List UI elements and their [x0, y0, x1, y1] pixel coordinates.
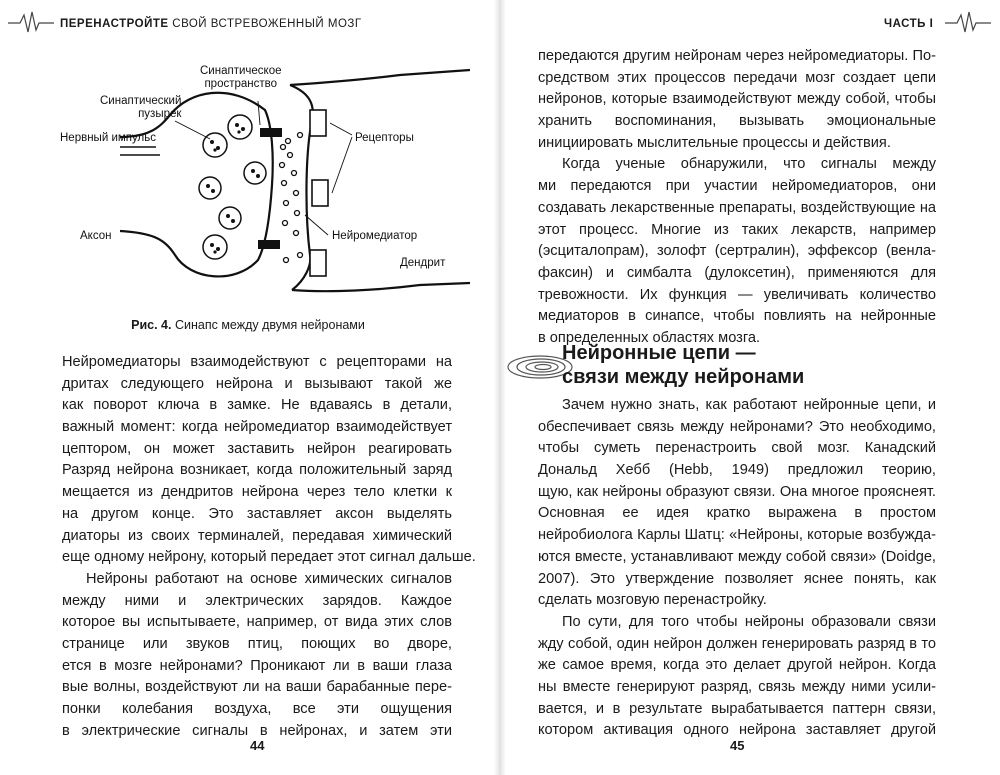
- text-line: Когда ученые обнаружили, что сигналы между: [562, 156, 936, 173]
- text-line: передаются другим нейронам через нейромедиаторы. По-: [538, 48, 936, 64]
- text-line: Разряд нейрона возникает, когда положительный заряд: [62, 462, 452, 479]
- text-line: (эсциталопрам), золофт (сертралин), эффексор (венла-: [538, 243, 936, 260]
- text-line: 2007). Это утверждение позволяет яснее понять, как: [538, 570, 936, 587]
- label-nerve-impulse: Нервный импульс: [60, 132, 156, 144]
- caption-text: Синапс между двумя нейронами: [171, 318, 365, 332]
- text-line: хранить воспоминания, вызывать эмоциональные: [538, 113, 936, 130]
- text-line: Нейроны работают на основе химических сигналов: [86, 570, 452, 587]
- text-line: ется в мозге нейронами? Проникают ли в ваши глаза: [62, 657, 452, 674]
- text-line: которое вы испытываете, например, от вида этих слов: [62, 614, 452, 631]
- header-title-rest: СВОЙ ВСТРЕВОЖЕННЫЙ МОЗГ: [168, 18, 362, 30]
- text-line: факсин) и симбалта (дулоксетин), применяются для: [538, 264, 936, 281]
- header-title-bold: ПЕРЕНАСТРОЙТЕ: [60, 18, 169, 30]
- header-part: ЧАСТЬ I: [884, 18, 934, 30]
- right-body-text-top: [538, 46, 936, 350]
- text-line: тревожности. Их функция — увеличивать количество: [538, 286, 936, 303]
- text-line: важный момент: когда нейромедиатор взаимодействует: [62, 419, 452, 436]
- text-line: создавать лекарственные препараты, воздействующие на: [538, 199, 936, 216]
- page-number-left: 44: [250, 738, 265, 753]
- text-line: между ними и электрических зарядов. Каждое: [62, 592, 452, 609]
- text-line: вые волны, воздействуют ли на ваши барабанные пере-: [62, 679, 452, 696]
- text-line: как поворот ключа в замке. Не вдаваясь в детали,: [62, 397, 452, 414]
- text-line: жду собой, один нейрон должен генерировать разряд в то: [538, 635, 936, 652]
- text-line: нейронов, которые взаимодействуют между собой, чтобы: [538, 91, 936, 108]
- text-line: странице или звуков птиц, поющих во дворе,: [62, 635, 452, 652]
- text-line: Основная ее идея кратко выражена в простом: [538, 505, 936, 522]
- text-line: в определенных областях мозга.: [538, 329, 761, 346]
- text-line: сделать мозговую перенастройку.: [538, 592, 767, 609]
- text-line: По сути, для того чтобы нейроны образовали связи: [562, 613, 936, 630]
- text-line: обеспечивает связь между нейронами? Это необходимо,: [538, 418, 936, 435]
- text-line: мещается из дендритов нейрона через тело клетки к: [62, 484, 452, 501]
- text-line: щую, как нейроны образуют связи. Она многое прояснеят.: [538, 483, 936, 500]
- heartbeat-icon: [945, 10, 991, 36]
- text-line: Зачем нужно знать, как работают нейронные цепи, и: [562, 397, 936, 413]
- text-line: диаторы из своих терминалей, передавая химический: [62, 527, 452, 544]
- running-header-right: [884, 18, 933, 30]
- text-line: Нейромедиаторы взаимодействуют с рецепторами на: [62, 354, 452, 370]
- text-line: в электрические сигналы в нейронах, и затем эти: [62, 722, 452, 739]
- text-line: медиаторов в синапсе, чтобы повлиять на нейронные: [538, 308, 936, 325]
- caption-number: Рис. 4.: [131, 318, 172, 332]
- text-line: дритах следующего нейрона и вызывают такой же: [62, 375, 452, 392]
- text-line: же самое время, когда это делает другой нейрон. Когда: [538, 657, 936, 674]
- text-line: чтобы суметь перенастроить свой мозг. Канадский: [538, 440, 936, 457]
- text-line: нейробиолога Карлы Шатц: «Нейроны, которые возбужда-: [538, 527, 936, 544]
- text-line: котором активация одного нейрона заставляет другой: [538, 722, 936, 739]
- label-receptors: Рецепторы: [355, 132, 414, 144]
- text-line: инициировать мыслительные процессы и действия.: [538, 134, 891, 151]
- right-body-text-bottom: [538, 395, 936, 742]
- section-heading-line: Нейронные цепи —: [562, 342, 756, 364]
- label-dendrite: Дендрит: [400, 257, 446, 269]
- section-heading: [562, 341, 804, 389]
- section-heading-line: связи между нейронами: [562, 366, 805, 388]
- page-number-right: 45: [730, 738, 745, 753]
- text-line: понки колебания воздуха, все эти ощущения: [62, 701, 452, 717]
- text-line: вается, и в результате вырабатывается паттерн связи,: [538, 700, 936, 717]
- text-line: ны вместе генерируют разряд, связь между ними усили-: [538, 678, 936, 695]
- label-synaptic-space: Синаптическое пространство: [200, 65, 282, 90]
- label-axon: Аксон: [80, 230, 112, 242]
- text-line: средством этих процессов передачи мозг создает цепи: [538, 69, 936, 86]
- label-neurotransmitter: Нейромедиатор: [332, 230, 418, 242]
- text-line: ми передаются при участии нейромедиаторов, они: [538, 178, 936, 195]
- text-line: цептором, он может заставить нейрон реагировать: [62, 440, 452, 457]
- text-line: на другом конце. Это заставляет аксон выделять: [62, 505, 452, 522]
- text-line: этот процесс. Многие из таких лекарств, например: [538, 221, 936, 238]
- text-line: еще одному нейрону, который передает этот сигнал дальше.: [62, 549, 476, 566]
- text-line: Дональд Хебб (Hebb, 1949) предложил теорию,: [538, 462, 936, 479]
- text-line: ются вместе, устанавливают между собой связи» (Doidge,: [538, 548, 936, 565]
- label-synaptic-vesicle: Синаптический пузырек: [100, 95, 182, 120]
